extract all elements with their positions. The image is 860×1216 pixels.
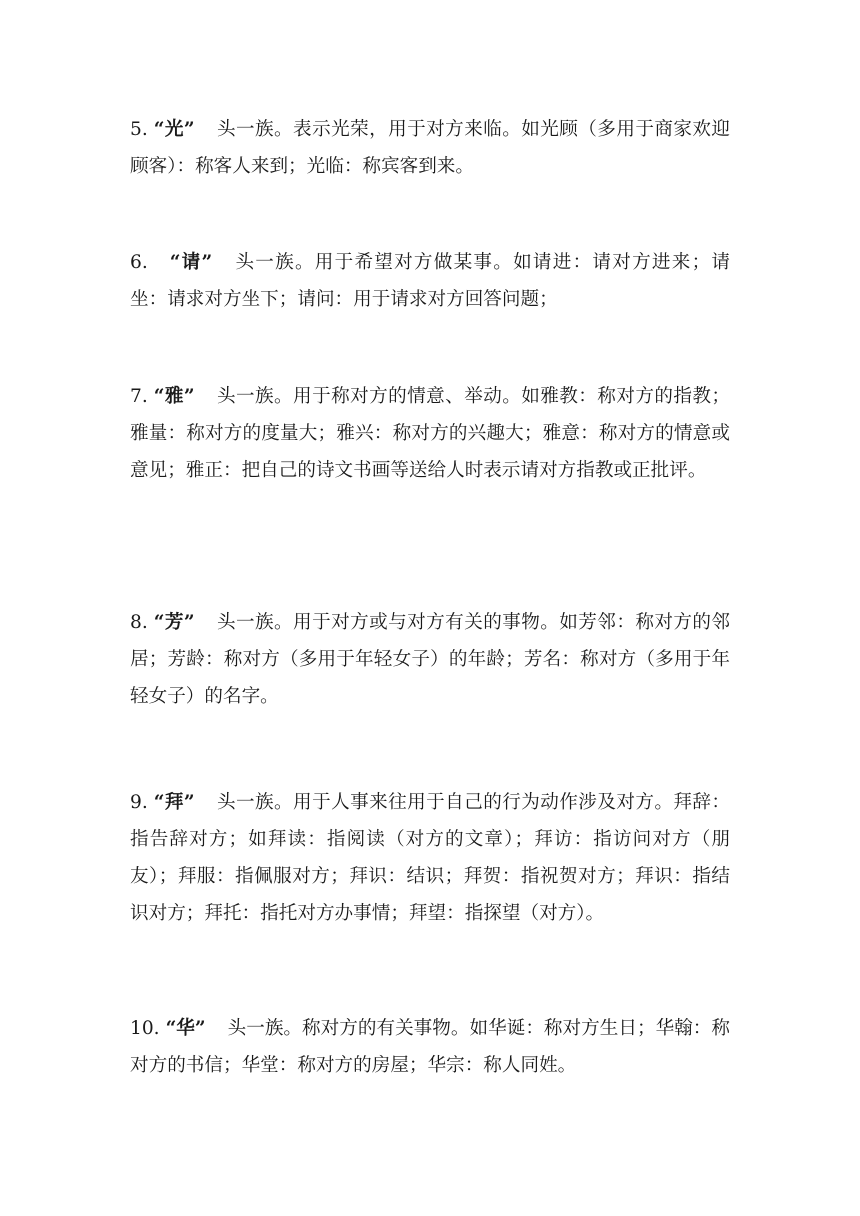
entry-term: “光”	[153, 119, 195, 140]
entry-term: “雅”	[153, 386, 195, 407]
entry-term: “拜”	[153, 792, 195, 813]
entry-number: 9.	[130, 792, 148, 813]
entry-term: “芳”	[153, 612, 195, 633]
entry-8	[130, 604, 730, 715]
entry-text: 头一族。用于人事来往用于自己的行为动作涉及对方。拜辞：指告辞对方；如拜读：指阅读（对方的文章）；拜访：指访问对方（朋友）；拜服：指佩服对方；拜识：结识；拜贺：指祝贺对方；拜识：指结识对方；拜托：指托对方办事情；拜望：指探望（对方）。	[130, 792, 730, 924]
entry-text: 头一族。称对方的有关事物。如华诞：称对方生日；华翰：称对方的书信；华堂：称对方的房屋；华宗：称人同姓。	[130, 1018, 730, 1076]
entry-number: 10.	[130, 1018, 160, 1039]
entry-number: 8.	[130, 612, 148, 633]
entry-10	[130, 1010, 730, 1084]
entry-text: 头一族。用于称对方的情意、举动。如雅教：称对方的指教；雅量：称对方的度量大；雅兴：称对方的兴趣大；雅意：称对方的情意或意见；雅正：把自己的诗文书画等送给人时表示请对方指教或正批评。	[130, 386, 730, 481]
entry-term: “华”	[165, 1018, 206, 1039]
entry-7	[130, 378, 730, 489]
entry-term: “请”	[169, 252, 213, 273]
entry-5	[130, 111, 730, 185]
entry-text: 头一族。用于对方或与对方有关的事物。如芳邻：称对方的邻居；芳龄：称对方（多用于年轻女子）的年龄；芳名：称对方（多用于年轻女子）的名字。	[130, 612, 730, 707]
entry-9	[130, 784, 730, 932]
entry-number: 5.	[130, 119, 148, 140]
entry-number: 7.	[130, 386, 148, 407]
entry-number: 6.	[130, 252, 148, 273]
entry-text: 头一族。表示光荣，用于对方来临。如光顾（多用于商家欢迎顾客）：称客人来到；光临：称宾客到来。	[130, 119, 730, 177]
entry-text: 头一族。用于希望对方做某事。如请进：请对方进来；请坐：请求对方坐下；请问：用于请求对方回答问题；	[130, 252, 730, 310]
entry-6	[130, 244, 730, 318]
